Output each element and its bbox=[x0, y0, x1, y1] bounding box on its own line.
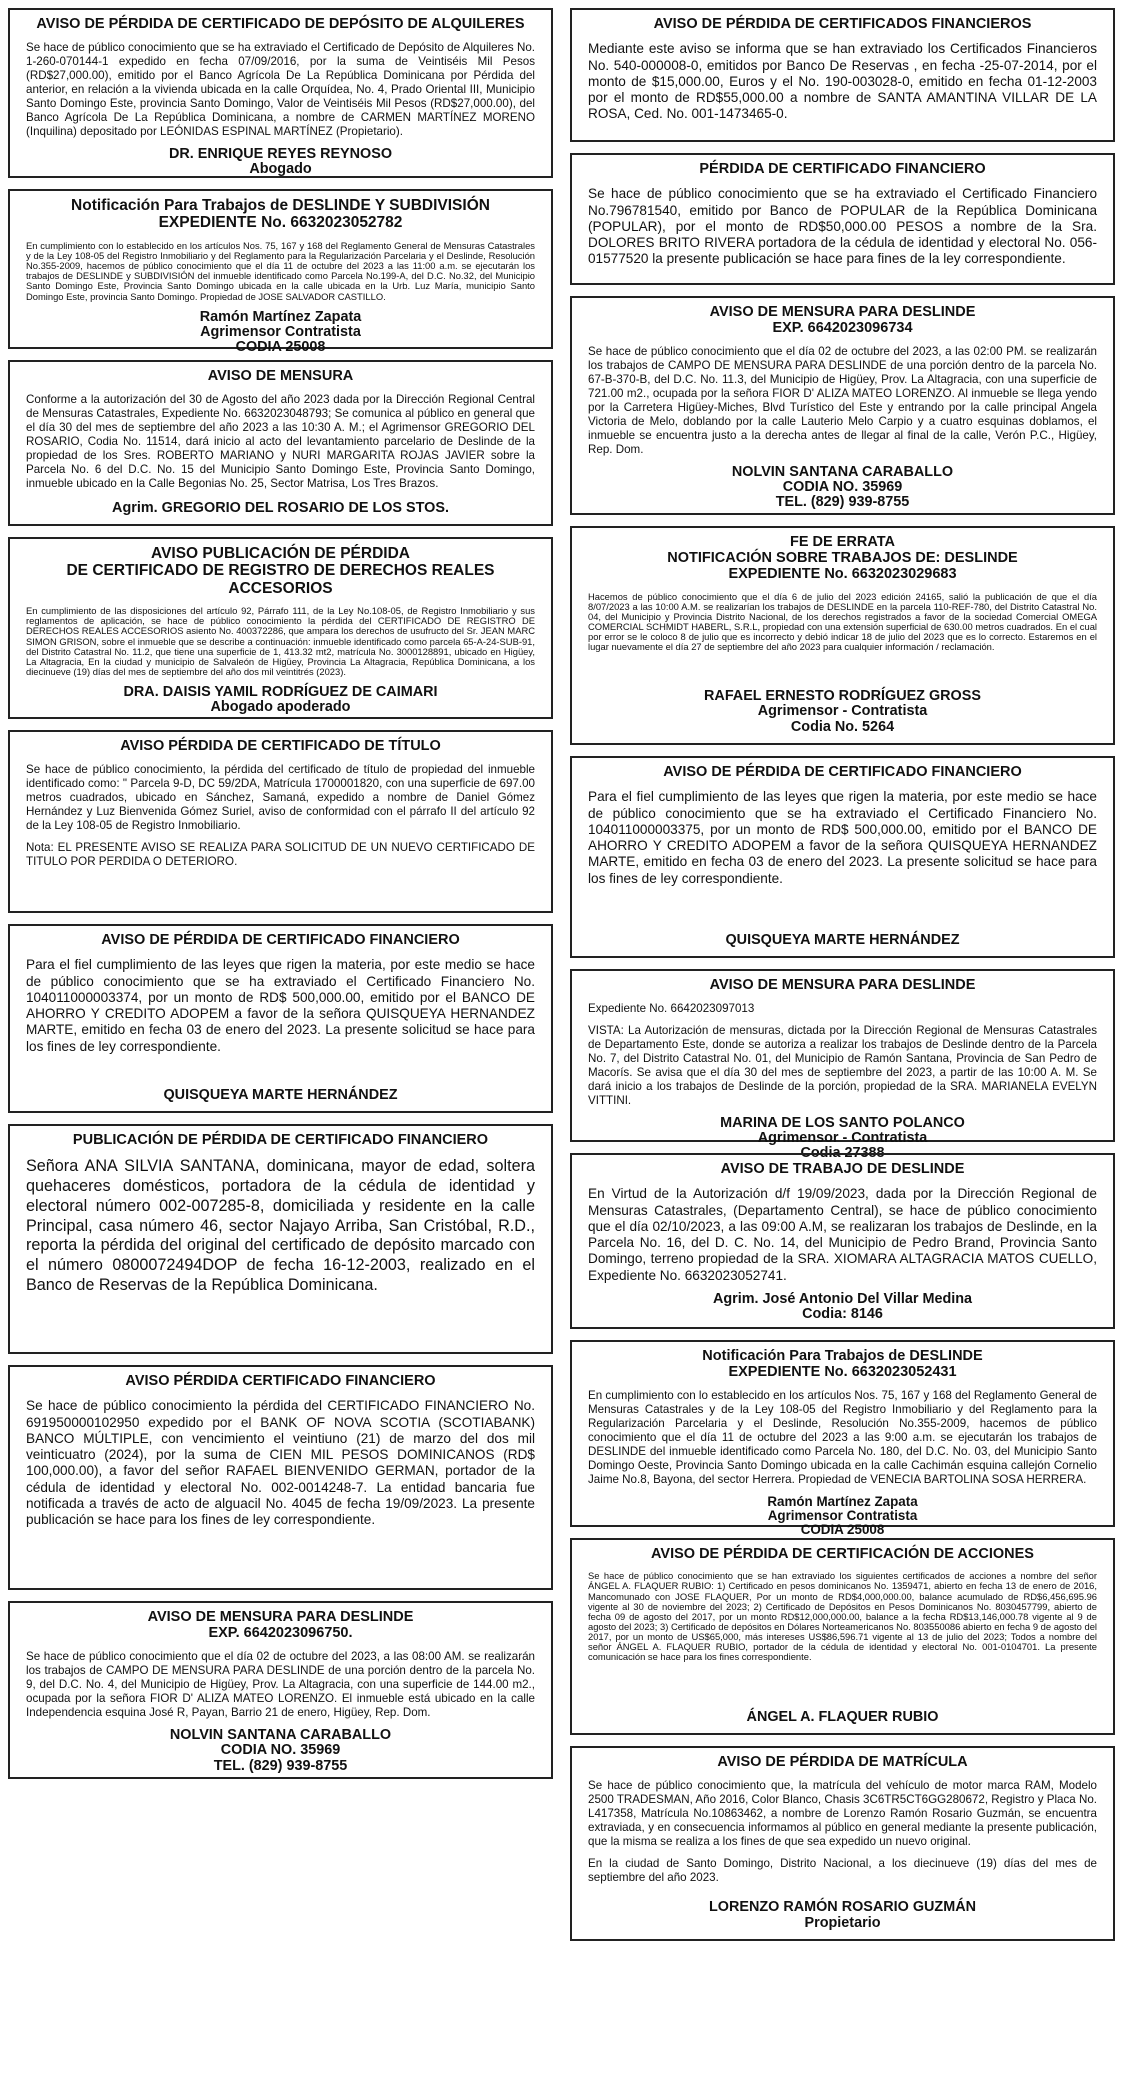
notice-body: Para el fiel cumplimiento de las leyes que rigen la materia, por este medio se hace de público conocimiento que se ha extraviado el Certificado Financiero No. 104011000003374, por un monto de RD$ 500,000.00, emitido por el BANCO DE AHORRO Y CREDITO ADOPEM a favor de la señora QUISQUEYA HERNANDEZ MARTE, emitido en fecha 03 de enero del 2023. La presente solicitud se hace para los fines de ley correspondiente. bbox=[26, 957, 535, 1054]
right-column bbox=[570, 8, 1115, 1952]
notice-title: AVISO DE MENSURA PARA DESLINDE EXP. 6642023096750. bbox=[147, 1609, 414, 1642]
notice-signature: ÁNGEL A. FLAQUER RUBIO bbox=[746, 1708, 939, 1725]
notice-certificados-financieros bbox=[570, 8, 1115, 142]
notice-title: AVISO PÉRDIDA DE CERTIFICADO DE TÍTULO bbox=[120, 738, 441, 754]
notice-body: Se hace de público conocimiento que se ha extraviado el Certificado de Depósito de Alquileres No. 1-260-070144-1 expedido en fecha 07/09/2016, por la suma de Veintiséis Mil Pesos (RD$27,000.00), emitido por el Banco Agrícola De La República Dominicana por Pérdida del anterior, en relación a la vivienda ubicada en la calle Orquídea, No. 4, Prado Oriental III, Municipio Santo Domingo Este, provincia Santo Domingo, Valor de Veintiséis Mil Pesos (RD$27,000.00), del Banco Agrícola De La República Dominicana, a nombre de CARMEN MARTÍNEZ MORENO (Inquilina) depositado por LEÓNIDAS ESPINAL MARTÍNEZ (Propietario). bbox=[26, 41, 535, 138]
notice-signature: Ramón Martínez Zapata Agrimensor Contratista CODIA 25008 bbox=[199, 308, 362, 356]
left-column bbox=[8, 8, 553, 1790]
notice-body: Se hace de público conocimiento la pérdida del CERTIFICADO FINANCIERO No. 691950000102950 expedido por el BANK OF NOVA SCOTIA (SCOTIABANK) BANCO MÚLTIPLE, con vencimiento el veintiuno (21) de marzo del dos mil veinticuatro (2024), por la suma de CIEN MIL PESOS DOMINICANOS (RD$ 100,000.00), a favor del señor RAFAEL BIENVENIDO GERMAN, portador de la cédula de identidad y electoral No. 002-0014248-7. La entidad bancaria fue notificada a través de acto de alguacil No. 4045 de fecha 19/09/2023. La presente publicación se hace para los fines de ley correspondiente. bbox=[26, 1398, 535, 1528]
notice-title: PÉRDIDA DE CERTIFICADO FINANCIERO bbox=[699, 161, 986, 177]
notice-signature: DRA. DAISIS YAMIL RODRÍGUEZ DE CAIMARI Abogado apoderado bbox=[123, 684, 438, 716]
notice-certificado-titulo bbox=[8, 730, 553, 913]
notice-body: En cumplimiento de las disposiciones del artículo 92, Párrafo 111, de la Ley No.108-05, de Registro Inmobiliario y sus reglamentos de aplicación, se hace de público conocimiento la pérdida del CERTIFICADO DE REGISTRO DE DERECHOS REALES ACCESORIOS asiento No. 400372286, que ampara los derechos de usufructo del Sr. JEAN MARC SIMON GRISON, sobre el inmueble que se describe a continuación: inmueble identificado como parcela 65-A-24-SUB-91, del Distrito Catastral No. 11.2, que tiene una superficie de 1, 413.32 mt2, matrícula No. 3000128891, ubicado en Higüey, La Altagracia, En la ciudad y municipio de Salvaleón de Higüey, Provincia La Altagracia, República Dominicana, a los diecinueve (19) días del mes de septiembre del año dos mil veintitrés (2023). bbox=[26, 605, 535, 678]
notice-body: En Virtud de la Autorización d/f 19/09/2023, dada por la Dirección Regional de Mensuras Catastrales, (Departamento Central), se hace de público conocimiento que el día 02/10/2023, a las 09:00 A.M, se realizaran los trabajos de Deslinde, en la Parcela No. 16, del D. C. No. 14, del Municipio de Pedro Brand, Provincia Santo Domingo, terreno propiedad de la SRA. XIOMARA ALTAGRACIA MATOS CUELLO, Expediente No. 6632023052741. bbox=[588, 1186, 1097, 1283]
notice-body: Se hace de público conocimiento que, la matrícula del vehículo de motor marca RAM, Modelo 2500 TRADESMAN, Año 2016, Color Blanco, Chasis 3C6TR5CT6GG280672, Registro y Placa No. L417358, Matrícula No.10863462, a nombre de Lorenzo Ramón Rosario Guzmán, se encuentra extraviada, y en consecuencia informamos al público en general mediante la presente publicación, que la misma se realiza a los fines de que sea expedido un nuevo original. bbox=[588, 1779, 1097, 1848]
notice-title: FE DE ERRATA NOTIFICACIÓN SOBRE TRABAJOS DE: DESLINDE EXPEDIENTE No. 6632023029683 bbox=[667, 534, 1018, 583]
notice-body: En cumplimiento con lo establecido en los artículos Nos. 75, 167 y 168 del Reglamento General de Mensuras Catastrales y de la Ley 108-05 del Registro Inmobiliario y del Reglamento para la Regularización Parcelaria y el Deslinde, Resolución No.355-2009, hacemos de público conocimiento que el día 11 de octubre del 2023 a las 9:00 a.m. se ejecutarán los trabajos de DESLINDE del inmueble identificado como Parcela No. 180, del D.C. No. 03, del Municipio Santo Domingo Oeste, Provincia Santo Domingo ubicada en la calle Cachimán esquina callejón Cornelio Jaime No.8, Bayona, del sector Herrera. Propiedad de VENECIA BARTOLINA SOSA HERRERA. bbox=[588, 1389, 1097, 1486]
notice-title: AVISO DE PÉRDIDA DE CERTIFICADO DE DEPÓSITO DE ALQUILERES bbox=[36, 16, 525, 32]
notice-title: AVISO DE MENSURA bbox=[207, 368, 354, 384]
notice-perdida-matricula bbox=[570, 1746, 1115, 1941]
notice-signature: DR. ENRIQUE REYES REYNOSO Abogado bbox=[168, 145, 393, 177]
notice-title: PUBLICACIÓN DE PÉRDIDA DE CERTIFICADO FINANCIERO bbox=[72, 1132, 489, 1148]
notice-trabajo-deslinde bbox=[570, 1153, 1115, 1329]
notice-body: Expediente No. 6642023097013 bbox=[588, 1002, 755, 1016]
notice-title: AVISO DE MENSURA PARA DESLINDE EXP. 6642023096734 bbox=[709, 304, 976, 337]
notice-body: Conforme a la autorización del 30 de Agosto del año 2023 dada por la Dirección Regional Central de Mensuras Catastrales, Expediente No. 6632023048793; Se comunica al público en general que el día 30 del mes de septiembre del año 2023 a las 10:30 A. M.; el Agrimensor GREGORIO DEL ROSARIO, Codia No. 11514, dará inicio al acto del levantamiento parcelario de Deslinde de la propiedad de los Sres. ROBERTO MARIANO y NURI MARGARITA ROJAS JAVIER sobre la Parcela No. 6 del D.C. No. 15 del Municipio Santo Domingo Este, Provincia Santo Domingo, inmueble ubicado en la Calle Begonias No. 25, Sector Matrisa, Los Tres Brazos. bbox=[26, 393, 535, 490]
notice-deslinde-431 bbox=[570, 1340, 1115, 1538]
notice-title: AVISO PÉRDIDA CERTIFICADO FINANCIERO bbox=[125, 1373, 436, 1389]
notice-title: AVISO DE TRABAJO DE DESLINDE bbox=[720, 1161, 965, 1177]
notice-body: Se hace de público conocimiento que el día 02 de octubre del 2023, a las 02:00 PM. se realizarán los trabajos de CAMPO DE MENSURA PARA DESLINDE de una porción dentro de la parcela No. 67-B-370-B, del D.C. No. 11.3, del Municipio de Higüey, Prov. La Altagracia, con una superficie de 721.00 m2., ocupada por la señora FIOR D' ALIZA MATEO LORENZO. Al inmueble se llega yendo por la Carretera Higüey-Miches, Blvd Turístico del Este y entrando por la calle principal Angela Victoria de Melo, doblando por la calle Lauterio Melo Carpio y a cuatro esquinas doblamos, el inmueble se encuentra justo a la derecha antes de llegar al final de la calle, Verón P.C., Higüey, Rep. Dom. bbox=[588, 345, 1097, 456]
notice-body: VISTA: La Autorización de mensuras, dictada por la Dirección Regional de Mensuras Catastrales de Departamento Este, donde se autoriza a realizar los trabajos de Deslinde dentro de la Parcela No. 7, del Distrito Catastral No. 01, del Municipio de Ramón Santana, Provincia de San Pedro de Macorís. Se avisa que el día 30 del mes de septiembre del 2023, a partir de las 10:00 A. M. Se dará inicio a los trabajos de Deslinde de la porción, propiedad de la SRA. MARIANELA EVELYN VITTINI. bbox=[588, 1024, 1097, 1107]
notice-fe-de-errata bbox=[570, 526, 1115, 745]
notice-title: Notificación Para Trabajos de DESLINDE Y SUBDIVISIÓN EXPEDIENTE No. 6632023052782 bbox=[71, 197, 490, 232]
notice-certificado-financiero-adopem bbox=[8, 924, 553, 1113]
notice-body: Hacemos de público conocimiento que el día 6 de julio del 2023 edición 24165, salió la publicación de que el día 8/07/2023 a las 10:00 A.M. se realizarían los trabajos de DESLINDE en la parcela 110-REF-780, del Distrito Catastral No. 04, del Municipio y Provincia Distrito Nacional, de los derechos registrados a favor de la sociedad Comercial OMEGA COMERCIAL SCHMIDT HABERL, S.R.L, propiedad con una extensión superficial de 630.00 metros cuadrados. En el cual por error se le coloco 8 de julio que es incorrecto y debió indicar 18 de julio del 2023 que es lo correcto. Estaremos en el lugar nuevamente el día 27 de septiembre del año 2023 para cualquier información / reclamación. bbox=[588, 590, 1097, 653]
notice-title: Notificación Para Trabajos de DESLINDE EXPEDIENTE No. 6632023052431 bbox=[702, 1348, 983, 1381]
notice-certificado-popular bbox=[570, 153, 1115, 285]
notice-certificado-scotiabank bbox=[8, 1365, 553, 1590]
notice-title: AVISO DE PÉRDIDA DE CERTIFICACIÓN DE ACCIONES bbox=[651, 1546, 1034, 1562]
notice-signature: Agrim. GREGORIO DEL ROSARIO DE LOS STOS. bbox=[112, 499, 449, 516]
notice-body: Se hace de público conocimiento que se ha extraviado el Certificado Financiero No.796781540, emitido por Banco de POPULAR de la República Dominicana (POPULAR), por el monto de RD$50,000.00 PESOS a nombre de la Sra. DOLORES BRITO RIVERA portadora de la cédula de identidad y electoral No. 056-01577520 la presente publicación se hace para fines de la ley correspondiente. bbox=[588, 186, 1097, 267]
notice-body: En cumplimiento con lo establecido en los artículos Nos. 75, 167 y 168 del Reglamento General de Mensuras Catastrales y de la Ley 108-05 del Registro Inmobiliario y del Reglamento para la Regularización Parcelaria y el Deslinde, Resolución No.355-2009, hacemos de público conocimiento que el día 11 de octubre del 2023 a las 11:00 a.m. se ejecutarán los trabajos de DESLINDE y SUBDIVISIÓN del inmueble identificado como Parcela No.199-A, del D.C. No.32, del Municipio Santo Domingo Este, Provincia Santo Domingo ubicada en la calle ubicada en la Urb. Luz María, municipio Santo Domingo Este, provincia Santo Domingo. Propiedad de JOSE SALVADOR CASTILLO. bbox=[26, 239, 535, 302]
notice-body: En la ciudad de Santo Domingo, Distrito Nacional, a los diecinueve (19) días del mes de septiembre del año 2023. bbox=[588, 1856, 1097, 1884]
notice-signature: QUISQUEYA MARTE HERNÁNDEZ bbox=[163, 1086, 398, 1103]
notice-signature: QUISQUEYA MARTE HERNÁNDEZ bbox=[725, 931, 960, 948]
notice-body: Se hace de público conocimiento que el día 02 de octubre del 2023, a las 08:00 AM. se realizarán los trabajos de CAMPO DE MENSURA PARA DESLINDE de una porción dentro de la parcela No. 9, del D.C. No. 4, del Municipio de Higüey, Prov. La Altagracia, con una superficie de 144.00 m2., ocupada por la señora FIOR D' ALIZA MATEO LORENZO. El inmueble está ubicado en la calle Independencia esquina José R, Payan, Barrio 21 de enero, Higüey, Rep. Dom. bbox=[26, 1650, 535, 1720]
notice-title: AVISO DE PÉRDIDA DE MATRÍCULA bbox=[717, 1754, 968, 1770]
notice-note: Nota: EL PRESENTE AVISO SE REALIZA PARA SOLICITUD DE UN NUEVO CERTIFICADO DE TITULO POR PERDIDA O DETERIORO. bbox=[26, 840, 535, 868]
notice-body: Se hace de público conocimiento, la pérdida del certificado de título de propiedad del inmueble identificado como: " Parcela 9-D, DC 59/2DA, Matrícula 1700001820, con una superficie de 697.00 metros cuadrados, ubicado en Sánchez, Samaná, expedido a nombre de Daniel Gómez Hernández y Luz Bienvenida Gómez Suriel, aviso de conformidad con el párrafo II del artículo 92 de la Ley 108-05 de Registro Inmobiliario. bbox=[26, 763, 535, 832]
notice-certificacion-acciones bbox=[570, 1538, 1115, 1735]
notice-title: AVISO PUBLICACIÓN DE PÉRDIDA DE CERTIFICADO DE REGISTRO DE DERECHOS REALES ACCESORIOS bbox=[66, 545, 495, 597]
notice-derechos-reales bbox=[8, 537, 553, 719]
notice-signature: MARINA DE LOS SANTO POLANCO Agrimensor - Contratista Codia 27388 bbox=[720, 1114, 965, 1162]
notice-mensura-deslinde-750 bbox=[8, 1601, 553, 1779]
notice-title: AVISO DE MENSURA PARA DESLINDE bbox=[709, 977, 976, 993]
notice-title: AVISO DE PÉRDIDA DE CERTIFICADO FINANCIERO bbox=[101, 932, 460, 948]
notice-mensura-deslinde-734 bbox=[570, 296, 1115, 515]
notice-mensura-deslinde-013 bbox=[570, 969, 1115, 1162]
notice-deslinde-subdivision bbox=[8, 189, 553, 356]
notice-publicacion-perdida bbox=[8, 1124, 553, 1354]
notice-signature: NOLVIN SANTANA CARABALLO CODIA NO. 35969 TEL. (829) 939-8755 bbox=[169, 1727, 392, 1774]
notice-body: Señora ANA SILVIA SANTANA, dominicana, mayor de edad, soltera quehaceres domésticos, portadora de la cédula de identidad y electoral número 002-007285-8, domiciliada y residente en la calle Principal, casa número 46, sector Najayo Arriba, San Cristóbal, R.D., reporta la pérdida del original del certificado de depósito marcado con el número 0800072494DOP de fecha 16-12-2003, realizado en el Banco de Reservas de la República Dominicana. bbox=[26, 1157, 535, 1294]
notice-signature: Agrim. José Antonio Del Villar Medina Codia: 8146 bbox=[712, 1291, 973, 1323]
notice-signature: LORENZO RAMÓN ROSARIO GUZMÁN Propietario bbox=[708, 1899, 976, 1931]
notice-body: Mediante este aviso se informa que se han extraviado los Certificados Financieros No. 540-000008-0, emitidos por Banco De Reservas , en fecha -25-07-2014, por el monto de $15,000.00, Euros y el No. 190-003028-0, emitido en fecha 01-12-2003 por el monto de RD$55,000.00 a nombre de SANTA AMANTINA VILLAR DE LA ROSA, Ced. No. 001-1473465-0. bbox=[588, 41, 1097, 122]
notice-certificado-alquileres bbox=[8, 8, 553, 178]
notice-certificado-adopem-375 bbox=[570, 756, 1115, 958]
notice-title: AVISO DE PÉRDIDA DE CERTIFICADO FINANCIERO bbox=[663, 764, 1022, 780]
notice-body: Para el fiel cumplimiento de las leyes que rigen la materia, por este medio se hace de público conocimiento que se ha extraviado el Certificado Financiero No. 104011000003375, por un monto de RD$ 500,000.00, emitido por el BANCO DE AHORRO Y CREDITO ADOPEM a favor de la señora QUISQUEYA HERNANDEZ MARTE, emitido en fecha 03 de enero del 2023. La presente solicitud se hace para los fines de ley correspondiente. bbox=[588, 789, 1097, 886]
notice-signature: Ramón Martínez Zapata Agrimensor Contratista CODIA 25008 bbox=[767, 1493, 918, 1538]
notice-signature: RAFAEL ERNESTO RODRÍGUEZ GROSS Agrimensor - Contratista Codia No. 5264 bbox=[704, 688, 981, 735]
notice-aviso-mensura bbox=[8, 360, 553, 526]
notice-title: AVISO DE PÉRDIDA DE CERTIFICADOS FINANCIEROS bbox=[653, 16, 1032, 32]
notice-body: Se hace de público conocimiento que se han extraviado los siguientes certificados de acciones a nombre del señor ÁNGEL A. FLAQUER RUBIO: 1) Certificado en pesos dominicanos No. 1359471, abierto en fecha 13 de enero de 2016, Mancomunado con JOSE FLAQUER, Por un monto de RD$4,000,000.00, balance acumulado de RD$6,456,695.96 vigente al 30 de noviembre del 2023; 2) Certificado de Depósitos en Pesos Dominicanos No. 8030457799, abierto de fecha 09 de agosto del 2017, por un monto RD$12,000,000.00, balance a la fecha RD$13,146,000.78 vigente al 9 de agosto del 2023; 3) Certificado de depósitos en Dólares Norteamericanos No. 803550086 abierto en fecha 9 de agosto del 2017, por un monto de US$65,000, más intereses US$86,596.71 vigente al 13 de julio del 2023; Todos a nombre del señor ÁNGEL A. FLAQUER RUBIO, portador de la cédula de identidad y electoral No. 001-0104701. La presente comunicación se hace para los fines correspondiente. bbox=[588, 1570, 1097, 1663]
notice-signature: NOLVIN SANTANA CARABALLO CODIA NO. 35969 TEL. (829) 939-8755 bbox=[731, 463, 954, 511]
